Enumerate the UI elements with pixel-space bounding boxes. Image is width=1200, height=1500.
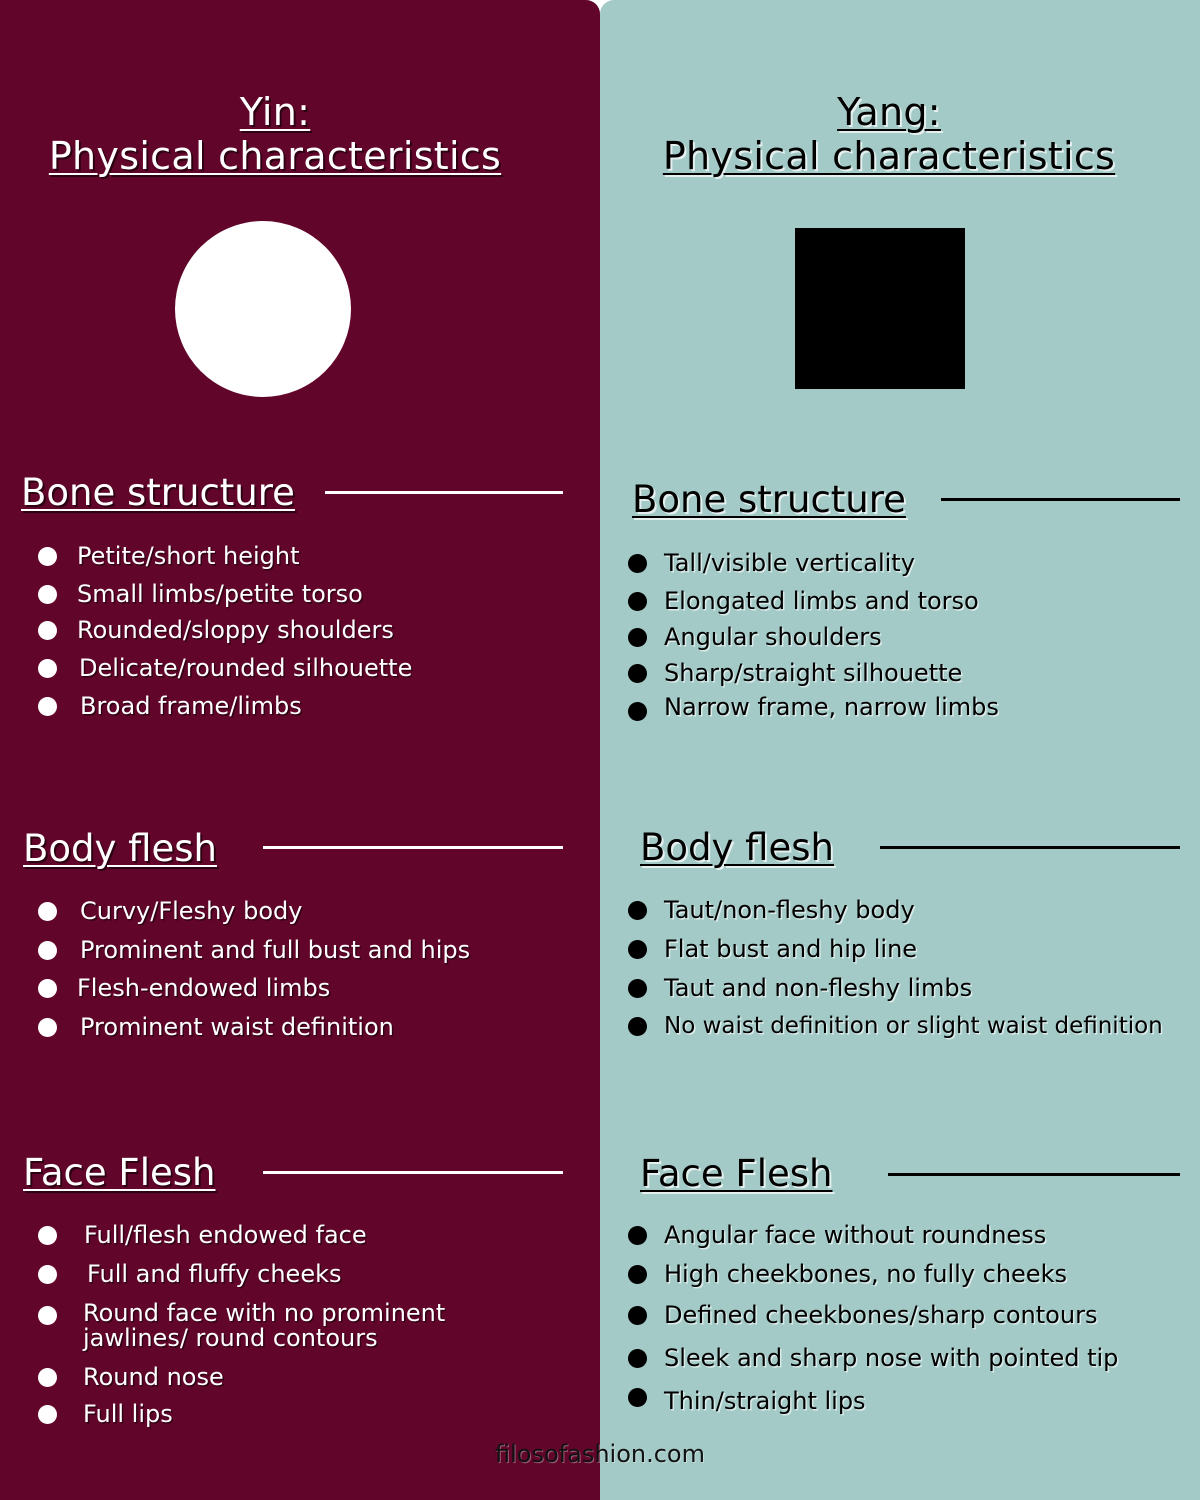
yin-title-line2: Physical characteristics (48, 134, 502, 178)
bullet-icon (628, 1017, 647, 1036)
yang-body-flesh-heading: Body flesh (640, 826, 834, 869)
bullet-icon (628, 1226, 647, 1245)
yang-title (600, 90, 1178, 178)
bullet-icon (38, 585, 57, 604)
yang-body-flesh-rule (880, 846, 1180, 849)
bullet-icon (628, 1349, 647, 1368)
bullet-icon (38, 1405, 57, 1424)
bullet-icon (628, 940, 647, 959)
bullet-icon (628, 592, 647, 611)
bullet-icon (38, 979, 57, 998)
bullet-icon (38, 1265, 57, 1284)
bullet-icon (628, 1306, 647, 1325)
bullet-icon (628, 664, 647, 683)
bullet-icon (628, 554, 647, 573)
yin-bone-structure-rule (325, 491, 563, 494)
yin-body-flesh-rule (263, 846, 563, 849)
yang-title-line1: Yang: (837, 90, 941, 134)
yin-bone-structure-heading: Bone structure (21, 471, 295, 514)
bullet-icon (628, 628, 647, 647)
yin-panel: Yin: Physical characteristics Bone structure Petite/short height Small limbs/petite torso Rounded/sloppy shoulders Delicate/rounded silhouette Broad frame/limbs Body flesh Curvy/Fleshy body Prominent and full bust and hips Flesh-endowed limbs Prominent waist definition Face Flesh Full/flesh endowed face Full and fluffy cheeks Round face with no prominent jawlines/ round contours Round nose Full lips (0, 0, 600, 1500)
bullet-icon (38, 902, 57, 921)
bullet-icon (38, 547, 57, 566)
bullet-icon (38, 1306, 57, 1325)
bullet-icon (628, 979, 647, 998)
yin-title (0, 90, 550, 178)
bullet-icon (38, 621, 57, 640)
bullet-icon (628, 702, 647, 721)
bullet-icon (38, 941, 57, 960)
yang-face-flesh-heading: Face Flesh (640, 1152, 833, 1195)
bullet-icon (38, 1368, 57, 1387)
yin-title-line1: Yin: (239, 90, 311, 134)
yang-bone-structure-rule (941, 498, 1180, 501)
bullet-icon (38, 659, 57, 678)
yang-bone-structure-heading: Bone structure (632, 478, 906, 521)
bullet-icon (628, 1388, 647, 1407)
yang-panel: Yang: Physical characteristics Bone structure Tall/visible verticality Elongated limbs and torso Angular shoulders Sharp/straight silhouette Narrow frame, narrow limbs Body flesh Taut/non-fleshy body Flat bust and hip line Taut and non-fleshy limbs No waist definition or slight waist definition Face Flesh Angular face without roundness High cheekbones, no fully cheeks Defined cheekbones/sharp contours Sleek and sharp nose with pointed tip Thin/straight lips (600, 0, 1200, 1500)
footer-site: filosofashion.com (495, 1440, 705, 1468)
yin-body-flesh-heading: Body flesh (23, 827, 217, 870)
white-circle-icon (175, 221, 351, 397)
yang-face-flesh-rule (888, 1173, 1180, 1176)
bullet-icon (38, 697, 57, 716)
yang-title-line2: Physical characteristics (662, 134, 1116, 178)
bullet-icon (628, 1265, 647, 1284)
yin-face-flesh-heading: Face Flesh (23, 1151, 216, 1194)
bullet-icon (628, 901, 647, 920)
black-square-icon (795, 228, 965, 389)
yin-face-flesh-rule (263, 1171, 563, 1174)
bullet-icon (38, 1226, 57, 1245)
bullet-icon (38, 1018, 57, 1037)
